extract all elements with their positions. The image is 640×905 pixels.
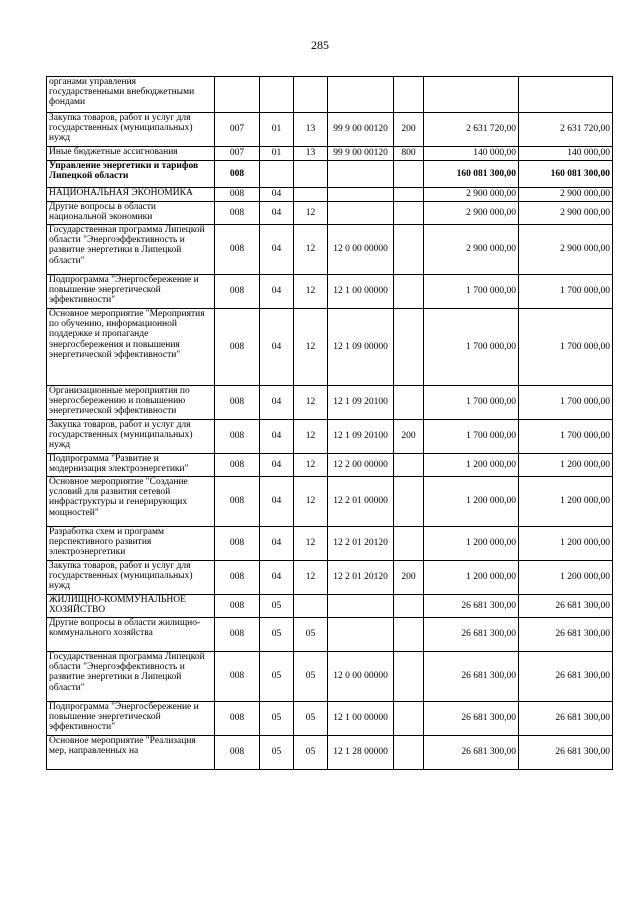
amount-1-cell: 160 081 300,00 [424,161,519,188]
ved-code-cell: 007 [215,113,260,147]
expense-type-cell [394,618,424,652]
amount-1-cell: 26 681 300,00 [424,736,519,770]
table-row [47,161,613,188]
ved-code-cell: 008 [215,202,260,225]
amount-1-cell: 26 681 300,00 [424,618,519,652]
budget-table-body [47,77,613,770]
expense-type-cell [394,736,424,770]
ved-code-cell: 008 [215,702,260,736]
target-article-cell: 12 1 09 20100 [328,386,394,420]
subsection-code-cell: 12 [294,420,328,454]
row-name-cell: Основное мероприятие "Создание условий для развития сетевой инфраструктуры и генерирующих мощностей" [47,477,215,527]
row-name-cell: НАЦИОНАЛЬНАЯ ЭКОНОМИКА [47,188,215,202]
amount-1-cell: 26 681 300,00 [424,595,519,618]
table-row [47,595,613,618]
target-article-cell: 12 0 00 00000 [328,652,394,702]
section-code-cell: 05 [260,652,294,702]
subsection-code-cell: 12 [294,561,328,595]
amount-1-cell: 1 700 000,00 [424,309,519,386]
amount-2-cell: 1 700 000,00 [519,420,613,454]
amount-2-cell: 1 700 000,00 [519,386,613,420]
section-code-cell: 04 [260,454,294,477]
row-name-cell: ЖИЛИЩНО-КОММУНАЛЬНОЕ ХОЗЯЙСТВО [47,595,215,618]
table-row [47,561,613,595]
section-code-cell: 04 [260,188,294,202]
row-name-cell: Закупка товаров, работ и услуг для государственных (муниципальных) нужд [47,561,215,595]
ved-code-cell: 008 [215,275,260,309]
section-code-cell: 05 [260,702,294,736]
amount-2-cell: 26 681 300,00 [519,736,613,770]
subsection-code-cell: 12 [294,386,328,420]
amount-1-cell: 1 200 000,00 [424,477,519,527]
table-row [47,275,613,309]
expense-type-cell [394,595,424,618]
section-code-cell: 04 [260,420,294,454]
table-row [47,527,613,561]
expense-type-cell [394,477,424,527]
amount-1-cell: 2 900 000,00 [424,202,519,225]
amount-2-cell: 1 700 000,00 [519,309,613,386]
expense-type-cell [394,454,424,477]
ved-code-cell: 008 [215,309,260,386]
expense-type-cell [394,188,424,202]
section-code-cell: 04 [260,309,294,386]
amount-2-cell: 2 900 000,00 [519,202,613,225]
amount-2-cell: 1 200 000,00 [519,477,613,527]
row-name-cell: Разработка схем и программ перспективного развития электроэнергетики [47,527,215,561]
amount-2-cell: 26 681 300,00 [519,595,613,618]
expense-type-cell [394,652,424,702]
amount-1-cell: 140 000,00 [424,147,519,161]
expense-type-cell: 800 [394,147,424,161]
section-code-cell: 05 [260,736,294,770]
subsection-code-cell: 12 [294,527,328,561]
amount-2-cell: 26 681 300,00 [519,652,613,702]
target-article-cell [328,202,394,225]
ved-code-cell: 008 [215,561,260,595]
expense-type-cell [394,275,424,309]
target-article-cell: 12 2 00 00000 [328,454,394,477]
target-article-cell [328,161,394,188]
target-article-cell: 12 1 09 20100 [328,420,394,454]
target-article-cell: 12 1 09 00000 [328,309,394,386]
row-name-cell: органами управления государственными внебюджетными фондами [47,77,215,113]
row-name-cell: Государственная программа Липецкой области "Энергоэффективность и развитие энергетики в Липецкой области" [47,225,215,275]
amount-1-cell: 1 700 000,00 [424,386,519,420]
subsection-code-cell: 05 [294,618,328,652]
amount-2-cell: 2 900 000,00 [519,225,613,275]
table-row [47,454,613,477]
expense-type-cell [394,702,424,736]
target-article-cell: 12 2 01 20120 [328,561,394,595]
table-row [47,147,613,161]
target-article-cell: 12 1 00 00000 [328,702,394,736]
subsection-code-cell: 13 [294,113,328,147]
subsection-code-cell [294,161,328,188]
subsection-code-cell: 05 [294,702,328,736]
amount-1-cell: 1 200 000,00 [424,454,519,477]
table-row [47,386,613,420]
row-name-cell: Подпрограмма "Энергосбережение и повышение энергетической эффективности" [47,275,215,309]
subsection-code-cell: 12 [294,477,328,527]
amount-2-cell [519,77,613,113]
amount-1-cell: 1 200 000,00 [424,561,519,595]
target-article-cell: 12 2 01 00000 [328,477,394,527]
ved-code-cell: 008 [215,595,260,618]
target-article-cell [328,595,394,618]
table-row [47,618,613,652]
subsection-code-cell: 13 [294,147,328,161]
amount-1-cell: 26 681 300,00 [424,652,519,702]
table-row [47,309,613,386]
ved-code-cell: 008 [215,618,260,652]
expense-type-cell [394,77,424,113]
amount-1-cell: 2 900 000,00 [424,188,519,202]
table-row [47,188,613,202]
section-code-cell: 04 [260,225,294,275]
row-name-cell: Подпрограмма "Развитие и модернизация электроэнергетики" [47,454,215,477]
row-name-cell: Подпрограмма "Энергосбережение и повышение энергетической эффективности" [47,702,215,736]
target-article-cell [328,77,394,113]
expense-type-cell [394,527,424,561]
section-code-cell [260,77,294,113]
ved-code-cell: 008 [215,161,260,188]
amount-2-cell: 140 000,00 [519,147,613,161]
table-row [47,736,613,770]
expense-type-cell [394,225,424,275]
target-article-cell [328,188,394,202]
amount-1-cell: 2 900 000,00 [424,225,519,275]
target-article-cell: 12 0 00 00000 [328,225,394,275]
ved-code-cell: 008 [215,454,260,477]
row-name-cell: Организационные мероприятия по энергосбережению и повышению энергетической эффективности [47,386,215,420]
section-code-cell: 04 [260,386,294,420]
page-number: 285 [311,38,329,52]
ved-code-cell [215,77,260,113]
table-row [47,225,613,275]
amount-1-cell: 1 700 000,00 [424,420,519,454]
expense-type-cell: 200 [394,113,424,147]
table-row [47,702,613,736]
row-name-cell: Иные бюджетные ассигнования [47,147,215,161]
table-row [47,77,613,113]
section-code-cell: 05 [260,618,294,652]
table-row [47,420,613,454]
ved-code-cell: 008 [215,188,260,202]
ved-code-cell: 008 [215,477,260,527]
amount-2-cell: 1 200 000,00 [519,454,613,477]
amount-2-cell: 1 700 000,00 [519,275,613,309]
ved-code-cell: 008 [215,527,260,561]
table-row [47,113,613,147]
row-name-cell: Другие вопросы в области национальной экономики [47,202,215,225]
subsection-code-cell: 12 [294,202,328,225]
ved-code-cell: 008 [215,420,260,454]
subsection-code-cell [294,77,328,113]
section-code-cell [260,161,294,188]
row-name-cell: Закупка товаров, работ и услуг для государственных (муниципальных) нужд [47,113,215,147]
ved-code-cell: 008 [215,386,260,420]
target-article-cell: 99 9 00 00120 [328,147,394,161]
expense-type-cell [394,161,424,188]
expense-type-cell [394,309,424,386]
expense-type-cell: 200 [394,561,424,595]
subsection-code-cell: 12 [294,454,328,477]
section-code-cell: 04 [260,527,294,561]
row-name-cell: Другие вопросы в области жилищно-коммунального хозяйства [47,618,215,652]
expense-type-cell [394,202,424,225]
subsection-code-cell: 05 [294,652,328,702]
row-name-cell: Основное мероприятие "Мероприятия по обучению, информационной поддержке и пропаганде энергосбережения и повышения энергетической эффективности" [47,309,215,386]
row-name-cell: Основное мероприятие "Реализация мер, направленных на [47,736,215,770]
subsection-code-cell: 12 [294,275,328,309]
ved-code-cell: 007 [215,147,260,161]
amount-2-cell: 26 681 300,00 [519,618,613,652]
amount-2-cell: 26 681 300,00 [519,702,613,736]
row-name-cell: Закупка товаров, работ и услуг для государственных (муниципальных) нужд [47,420,215,454]
target-article-cell: 12 1 00 00000 [328,275,394,309]
row-name-cell: Государственная программа Липецкой области "Энергоэффективность и развитие энергетики в Липецкой области" [47,652,215,702]
target-article-cell: 12 1 28 00000 [328,736,394,770]
section-code-cell: 04 [260,477,294,527]
target-article-cell [328,618,394,652]
amount-1-cell: 26 681 300,00 [424,702,519,736]
subsection-code-cell [294,188,328,202]
amount-2-cell: 2 631 720,00 [519,113,613,147]
table-row [47,202,613,225]
amount-2-cell: 160 081 300,00 [519,161,613,188]
section-code-cell: 01 [260,113,294,147]
target-article-cell: 12 2 01 20120 [328,527,394,561]
amount-1-cell: 2 631 720,00 [424,113,519,147]
amount-2-cell: 1 200 000,00 [519,561,613,595]
section-code-cell: 01 [260,147,294,161]
subsection-code-cell: 12 [294,225,328,275]
section-code-cell: 05 [260,595,294,618]
section-code-cell: 04 [260,275,294,309]
ved-code-cell: 008 [215,652,260,702]
section-code-cell: 04 [260,561,294,595]
section-code-cell: 04 [260,202,294,225]
amount-1-cell: 1 700 000,00 [424,275,519,309]
budget-table [46,76,613,770]
subsection-code-cell: 12 [294,309,328,386]
expense-type-cell [394,386,424,420]
row-name-cell: Управление энергетики и тарифов Липецкой области [47,161,215,188]
amount-2-cell: 2 900 000,00 [519,188,613,202]
subsection-code-cell [294,595,328,618]
subsection-code-cell: 05 [294,736,328,770]
amount-1-cell [424,77,519,113]
expense-type-cell: 200 [394,420,424,454]
table-row [47,477,613,527]
ved-code-cell: 008 [215,736,260,770]
table-row [47,652,613,702]
amount-1-cell: 1 200 000,00 [424,527,519,561]
amount-2-cell: 1 200 000,00 [519,527,613,561]
target-article-cell: 99 9 00 00120 [328,113,394,147]
ved-code-cell: 008 [215,225,260,275]
